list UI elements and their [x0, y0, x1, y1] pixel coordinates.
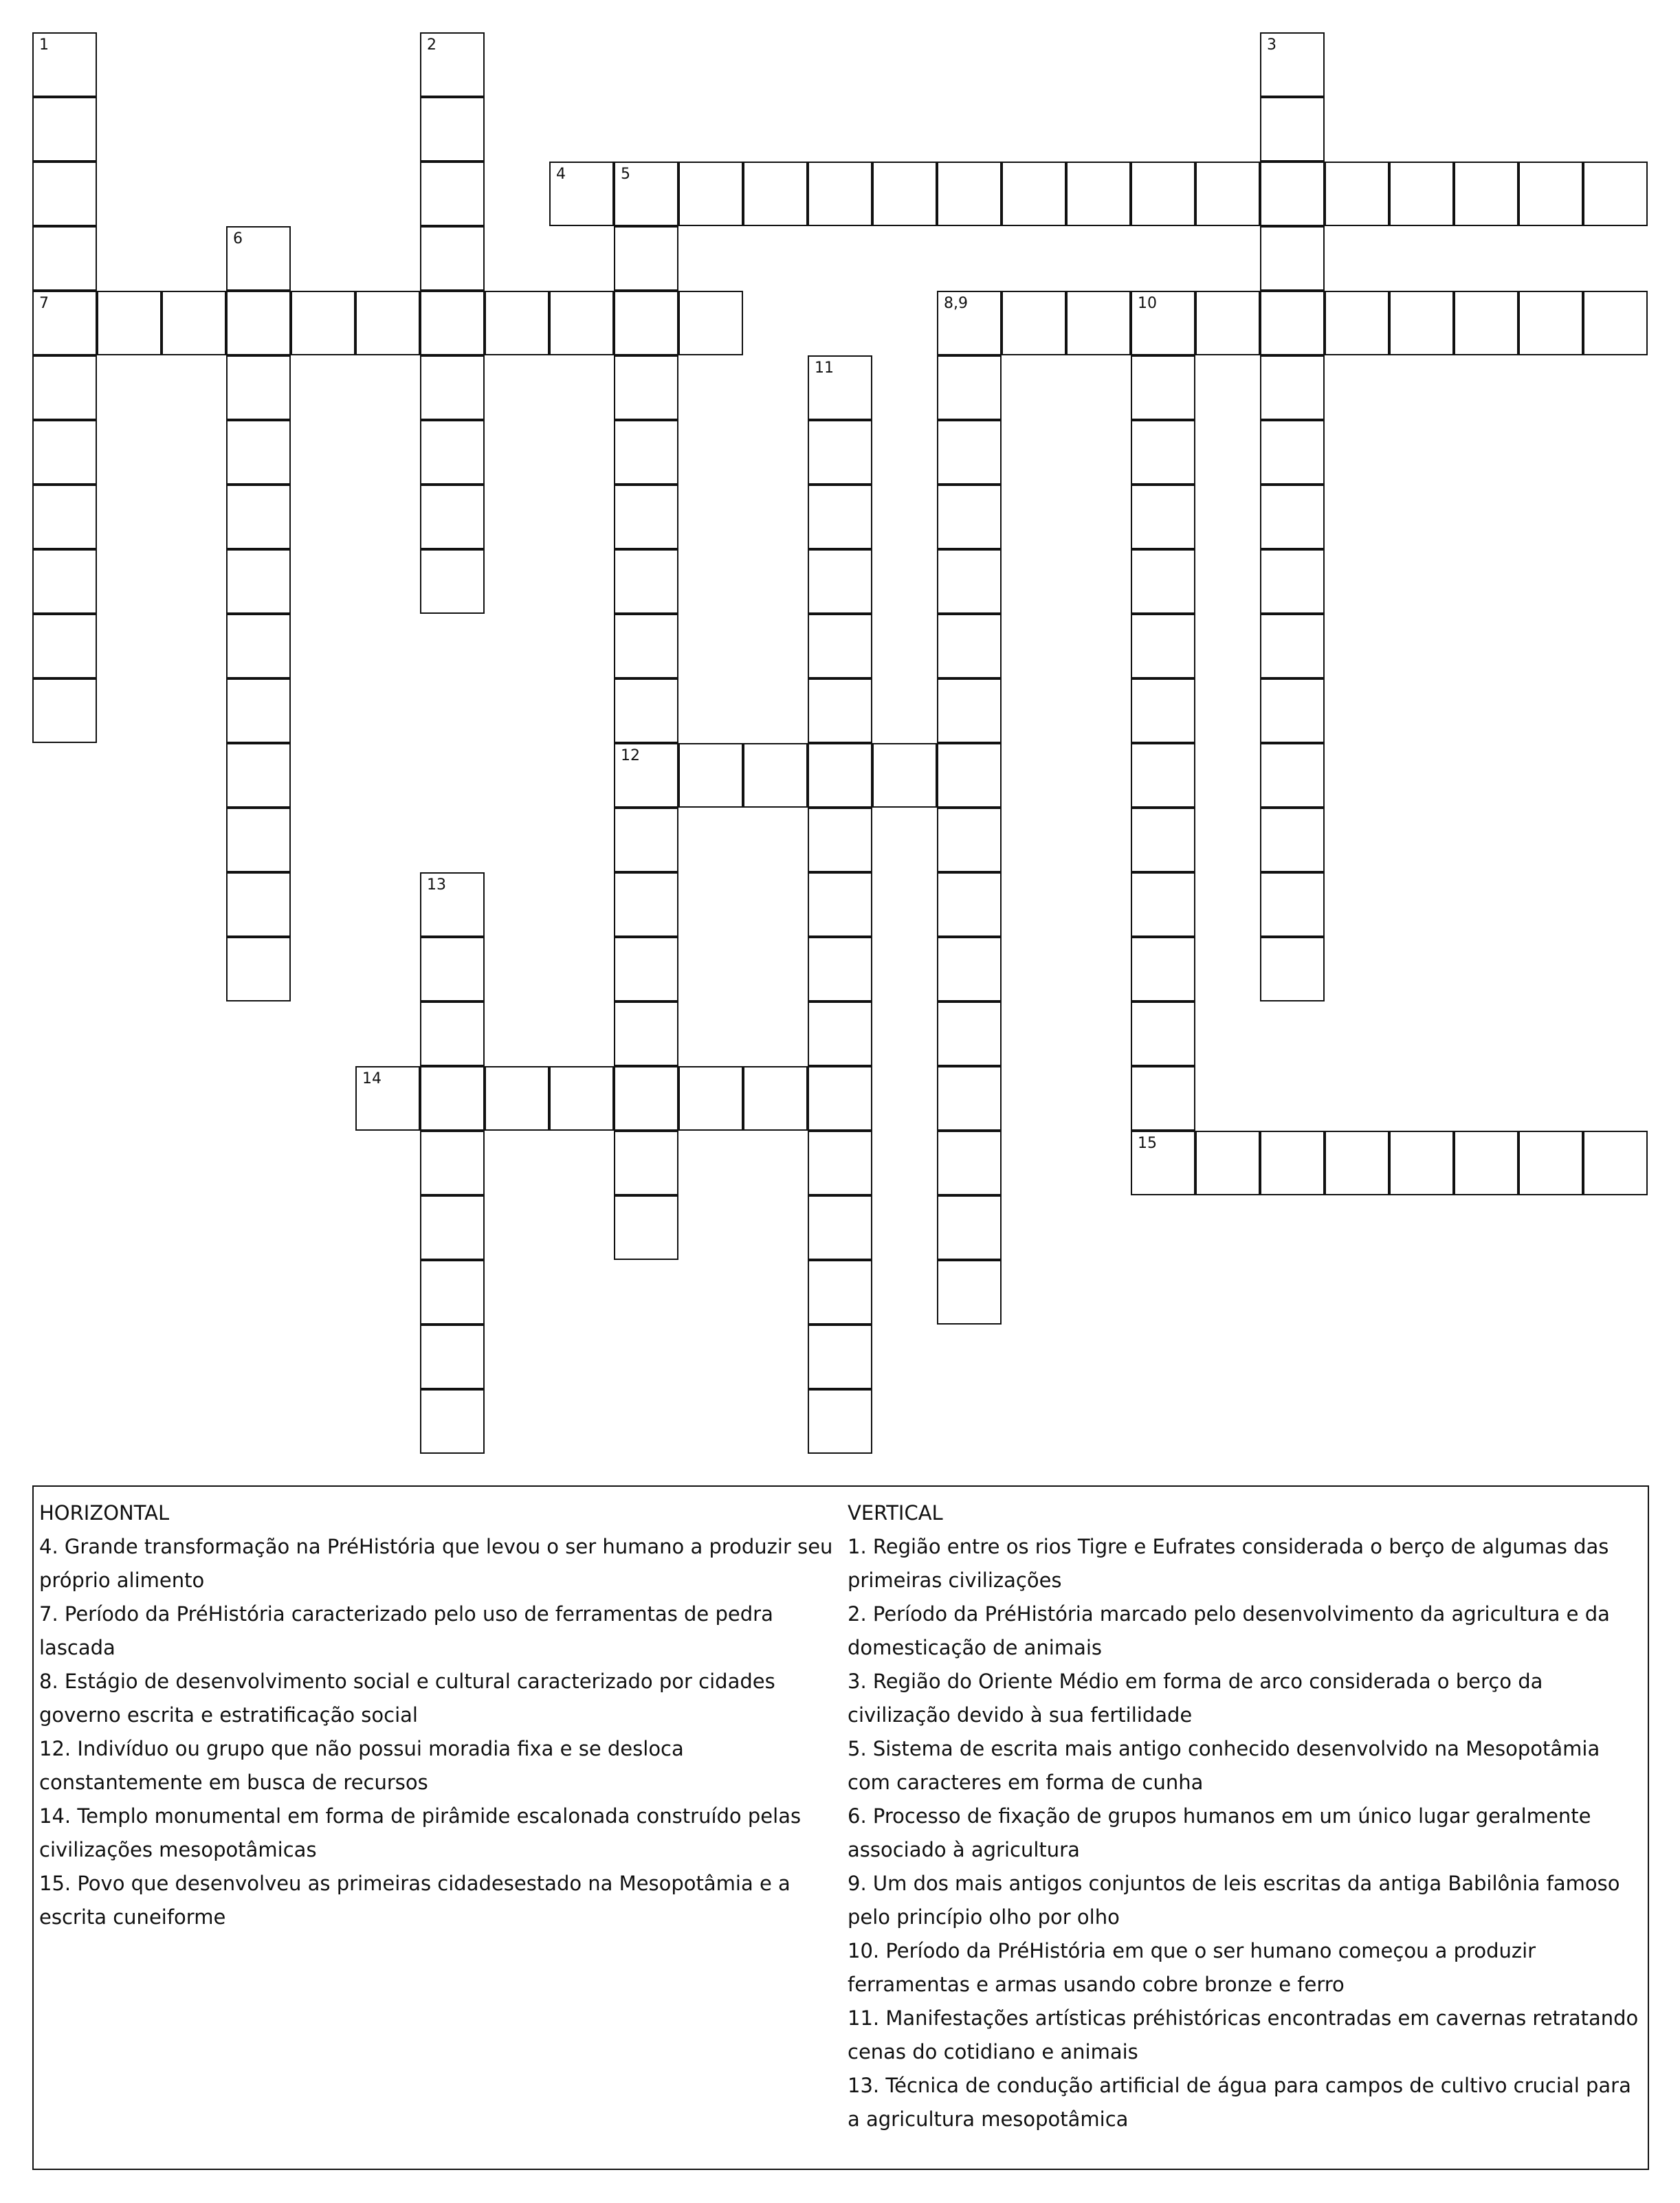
vertical-clues [848, 1496, 1645, 2136]
grid-cell[interactable] [808, 1001, 872, 1066]
horizontal-clues [39, 1496, 837, 1934]
grid-cell[interactable] [614, 678, 678, 743]
grid-cell[interactable] [614, 872, 678, 937]
grid-cell[interactable] [420, 1195, 485, 1260]
grid-cell[interactable] [32, 32, 97, 97]
grid-cell[interactable] [743, 1066, 808, 1131]
grid-cell[interactable] [420, 872, 485, 937]
clue-number: 15 [1138, 1135, 1157, 1152]
grid-cell[interactable] [1195, 162, 1260, 226]
grid-cell[interactable] [1260, 355, 1325, 420]
grid-cell[interactable] [808, 1325, 872, 1389]
grid-cell[interactable] [937, 291, 1002, 355]
grid-cell[interactable] [1260, 549, 1325, 614]
clue-number: 12 [621, 747, 640, 764]
grid-cell[interactable] [291, 291, 355, 355]
grid-cell[interactable] [937, 614, 1002, 678]
grid-cell[interactable] [420, 226, 485, 291]
grid-cell[interactable] [485, 1066, 549, 1131]
grid-cell[interactable] [420, 937, 485, 1001]
grid-cell[interactable] [420, 1066, 485, 1131]
grid-cell[interactable] [1260, 485, 1325, 549]
grid-cell[interactable] [678, 1066, 743, 1131]
grid-cell[interactable] [226, 614, 291, 678]
grid-cell[interactable] [1131, 743, 1195, 808]
grid-cell[interactable] [420, 162, 485, 226]
grid-cell[interactable] [614, 485, 678, 549]
grid-cell[interactable] [937, 678, 1002, 743]
grid-cell[interactable] [808, 808, 872, 872]
grid-cell[interactable] [614, 937, 678, 1001]
horizontal-heading: HORIZONTAL [39, 1501, 170, 1525]
grid-cell[interactable] [226, 743, 291, 808]
grid-cell[interactable] [1002, 291, 1066, 355]
grid-cell[interactable] [1260, 937, 1325, 1001]
grid-cell[interactable] [549, 1066, 614, 1131]
grid-cell[interactable] [614, 355, 678, 420]
grid-cell[interactable] [420, 549, 485, 614]
grid-cell[interactable] [32, 420, 97, 485]
clue-number: 13 [427, 876, 446, 894]
grid-cell[interactable] [808, 355, 872, 420]
grid-cell[interactable] [1325, 291, 1389, 355]
grid-cell[interactable] [549, 291, 614, 355]
grid-cell[interactable] [420, 97, 485, 162]
grid-cell[interactable] [614, 420, 678, 485]
grid-cell[interactable] [937, 485, 1002, 549]
grid-cell[interactable] [808, 485, 872, 549]
grid-cell[interactable] [32, 678, 97, 743]
grid-cell[interactable] [226, 485, 291, 549]
grid-cell[interactable] [808, 162, 872, 226]
grid-cell[interactable] [614, 549, 678, 614]
grid-cell[interactable] [226, 872, 291, 937]
grid-cell[interactable] [1131, 937, 1195, 1001]
vertical-clue: 5. Sistema de escrita mais antigo conhecido desenvolvido na Mesopotâmia com caracteres em forma de cunha [848, 1737, 1600, 1794]
grid-cell[interactable] [32, 485, 97, 549]
grid-cell[interactable] [678, 162, 743, 226]
grid-cell[interactable] [1260, 678, 1325, 743]
grid-cell[interactable] [614, 1131, 678, 1195]
grid-cell[interactable] [1260, 32, 1325, 97]
clue-number: 14 [362, 1070, 382, 1087]
clue-number: 2 [427, 36, 436, 54]
horizontal-clue: 4. Grande transformação na PréHistória que levou o ser humano a produzir seu próprio alimento [39, 1535, 833, 1592]
grid-cell[interactable] [1195, 1131, 1260, 1195]
vertical-clue: 9. Um dos mais antigos conjuntos de leis escritas da antiga Babilônia famoso pelo princípio olho por olho [848, 1872, 1620, 1929]
grid-cell[interactable] [937, 420, 1002, 485]
grid-cell[interactable] [937, 1195, 1002, 1260]
grid-cell[interactable] [1260, 614, 1325, 678]
grid-cell[interactable] [32, 549, 97, 614]
horizontal-clue: 14. Templo monumental em forma de pirâmide escalonada construído pelas civilizações mesopotâmicas [39, 1804, 802, 1861]
grid-cell[interactable] [614, 1066, 678, 1131]
grid-cell[interactable] [937, 1001, 1002, 1066]
grid-cell[interactable] [355, 291, 420, 355]
grid-cell[interactable] [549, 162, 614, 226]
grid-cell[interactable] [614, 162, 678, 226]
grid-cell[interactable] [1583, 162, 1648, 226]
grid-cell[interactable] [808, 1389, 872, 1454]
grid-cell[interactable] [1131, 1131, 1195, 1195]
grid-cell[interactable] [1325, 162, 1389, 226]
clue-number: 4 [556, 166, 566, 183]
grid-cell[interactable] [937, 1260, 1002, 1325]
clue-number: 1 [39, 36, 49, 54]
grid-cell[interactable] [162, 291, 226, 355]
grid-cell[interactable] [872, 743, 937, 808]
grid-cell[interactable] [32, 226, 97, 291]
grid-cell[interactable] [226, 678, 291, 743]
grid-cell[interactable] [1454, 291, 1518, 355]
grid-cell[interactable] [355, 1066, 420, 1131]
grid-cell[interactable] [937, 162, 1002, 226]
grid-cell[interactable] [420, 1389, 485, 1454]
vertical-clue: 11. Manifestações artísticas préhistóricas encontradas em cavernas retratando cenas do cotidiano e animais [848, 2006, 1639, 2063]
grid-cell[interactable] [32, 355, 97, 420]
clue-number: 5 [621, 166, 630, 183]
grid-cell[interactable] [808, 549, 872, 614]
grid-cell[interactable] [1260, 743, 1325, 808]
grid-cell[interactable] [1260, 1131, 1325, 1195]
grid-cell[interactable] [32, 291, 97, 355]
grid-cell[interactable] [420, 32, 485, 97]
grid-cell[interactable] [1389, 291, 1454, 355]
grid-cell[interactable] [1583, 291, 1648, 355]
vertical-clue: 2. Período da PréHistória marcado pelo desenvolvimento da agricultura e da domesticação de animais [848, 1602, 1610, 1659]
horizontal-clue: 7. Período da PréHistória caracterizado pelo uso de ferramentas de pedra lascada [39, 1602, 773, 1659]
vertical-clue: 1. Região entre os rios Tigre e Eufrates considerada o berço de algumas das primeiras civilizações [848, 1535, 1609, 1592]
clue-number: 10 [1138, 295, 1157, 312]
clue-number: 8,9 [944, 295, 968, 312]
grid-cell[interactable] [1195, 291, 1260, 355]
grid-cell[interactable] [226, 937, 291, 1001]
grid-cell[interactable] [420, 1001, 485, 1066]
grid-cell[interactable] [1131, 162, 1195, 226]
grid-cell[interactable] [678, 743, 743, 808]
grid-cell[interactable] [1131, 872, 1195, 937]
grid-cell[interactable] [1131, 420, 1195, 485]
grid-cell[interactable] [614, 226, 678, 291]
grid-cell[interactable] [1583, 1131, 1648, 1195]
grid-cell[interactable] [1389, 1131, 1454, 1195]
grid-cell[interactable] [1454, 162, 1518, 226]
grid-cell[interactable] [937, 1131, 1002, 1195]
grid-cell[interactable] [1518, 1131, 1583, 1195]
grid-cell[interactable] [32, 614, 97, 678]
grid-cell[interactable] [937, 743, 1002, 808]
grid-cell[interactable] [808, 937, 872, 1001]
grid-cell[interactable] [1131, 614, 1195, 678]
clue-number: 6 [233, 230, 243, 247]
grid-cell[interactable] [808, 743, 872, 808]
grid-cell[interactable] [420, 420, 485, 485]
vertical-clue: 6. Processo de fixação de grupos humanos em um único lugar geralmente associado à agricultura [848, 1804, 1591, 1861]
horizontal-clue: 8. Estágio de desenvolvimento social e cultural caracterizado por cidades governo escrita e estratificação social [39, 1670, 775, 1727]
vertical-clue: 13. Técnica de condução artificial de água para campos de cultivo crucial para a agricultura mesopotâmica [848, 2074, 1631, 2131]
grid-cell[interactable] [808, 1195, 872, 1260]
grid-cell[interactable] [1131, 1066, 1195, 1131]
grid-cell[interactable] [937, 1066, 1002, 1131]
grid-cell[interactable] [420, 355, 485, 420]
grid-cell[interactable] [420, 291, 485, 355]
horizontal-clue: 15. Povo que desenvolveu as primeiras cidadesestado na Mesopotâmia e a escrita cuneiforme [39, 1872, 791, 1929]
clue-number: 3 [1267, 36, 1276, 54]
grid-cell[interactable] [614, 1195, 678, 1260]
clue-number: 7 [39, 295, 49, 312]
grid-cell[interactable] [614, 1001, 678, 1066]
grid-cell[interactable] [1131, 549, 1195, 614]
grid-cell[interactable] [1131, 1001, 1195, 1066]
grid-cell[interactable] [32, 162, 97, 226]
grid-cell[interactable] [1389, 162, 1454, 226]
grid-cell[interactable] [1066, 291, 1131, 355]
grid-cell[interactable] [808, 1066, 872, 1131]
grid-cell[interactable] [32, 97, 97, 162]
grid-cell[interactable] [937, 549, 1002, 614]
vertical-clue: 3. Região do Oriente Médio em forma de arco considerada o berço da civilização devido à sua fertilidade [848, 1670, 1543, 1727]
grid-cell[interactable] [937, 808, 1002, 872]
grid-cell[interactable] [872, 162, 937, 226]
grid-cell[interactable] [937, 937, 1002, 1001]
grid-cell[interactable] [226, 808, 291, 872]
grid-cell[interactable] [97, 291, 162, 355]
grid-cell[interactable] [420, 485, 485, 549]
grid-cell[interactable] [937, 355, 1002, 420]
grid-cell[interactable] [1260, 226, 1325, 291]
grid-cell[interactable] [1131, 291, 1195, 355]
grid-cell[interactable] [808, 1260, 872, 1325]
grid-cell[interactable] [1325, 1131, 1389, 1195]
grid-cell[interactable] [1260, 162, 1325, 226]
clue-number: 11 [815, 359, 834, 377]
grid-cell[interactable] [1518, 162, 1583, 226]
grid-cell[interactable] [1131, 485, 1195, 549]
horizontal-clue: 12. Indivíduo ou grupo que não possui moradia fixa e se desloca constantemente em busca de recursos [39, 1737, 684, 1794]
grid-cell[interactable] [743, 743, 808, 808]
grid-cell[interactable] [1131, 808, 1195, 872]
grid-cell[interactable] [808, 678, 872, 743]
grid-cell[interactable] [808, 420, 872, 485]
grid-cell[interactable] [485, 291, 549, 355]
grid-cell[interactable] [226, 291, 291, 355]
grid-cell[interactable] [1260, 97, 1325, 162]
grid-cell[interactable] [420, 1325, 485, 1389]
vertical-heading: VERTICAL [848, 1501, 943, 1525]
grid-cell[interactable] [808, 614, 872, 678]
grid-cell[interactable] [614, 808, 678, 872]
vertical-clue: 10. Período da PréHistória em que o ser humano começou a produzir ferramentas e armas usando cobre bronze e ferro [848, 1939, 1536, 1996]
grid-cell[interactable] [1131, 355, 1195, 420]
grid-cell[interactable] [1454, 1131, 1518, 1195]
grid-cell[interactable] [1260, 420, 1325, 485]
grid-cell[interactable] [937, 872, 1002, 937]
grid-cell[interactable] [420, 1260, 485, 1325]
grid-cell[interactable] [420, 1131, 485, 1195]
grid-cell[interactable] [226, 355, 291, 420]
clues-panel [32, 1485, 1649, 2170]
grid-cell[interactable] [614, 291, 678, 355]
grid-cell[interactable] [678, 291, 743, 355]
grid-cell[interactable] [614, 614, 678, 678]
grid-cell[interactable] [1518, 291, 1583, 355]
grid-cell[interactable] [1260, 291, 1325, 355]
grid-cell[interactable] [226, 549, 291, 614]
grid-cell[interactable] [1260, 872, 1325, 937]
grid-cell[interactable] [1260, 808, 1325, 872]
grid-cell[interactable] [1002, 162, 1066, 226]
grid-cell[interactable] [808, 1131, 872, 1195]
grid-cell[interactable] [614, 743, 678, 808]
grid-cell[interactable] [226, 226, 291, 291]
grid-cell[interactable] [808, 872, 872, 937]
grid-cell[interactable] [743, 162, 808, 226]
grid-cell[interactable] [226, 420, 291, 485]
grid-cell[interactable] [1131, 678, 1195, 743]
grid-cell[interactable] [1066, 162, 1131, 226]
